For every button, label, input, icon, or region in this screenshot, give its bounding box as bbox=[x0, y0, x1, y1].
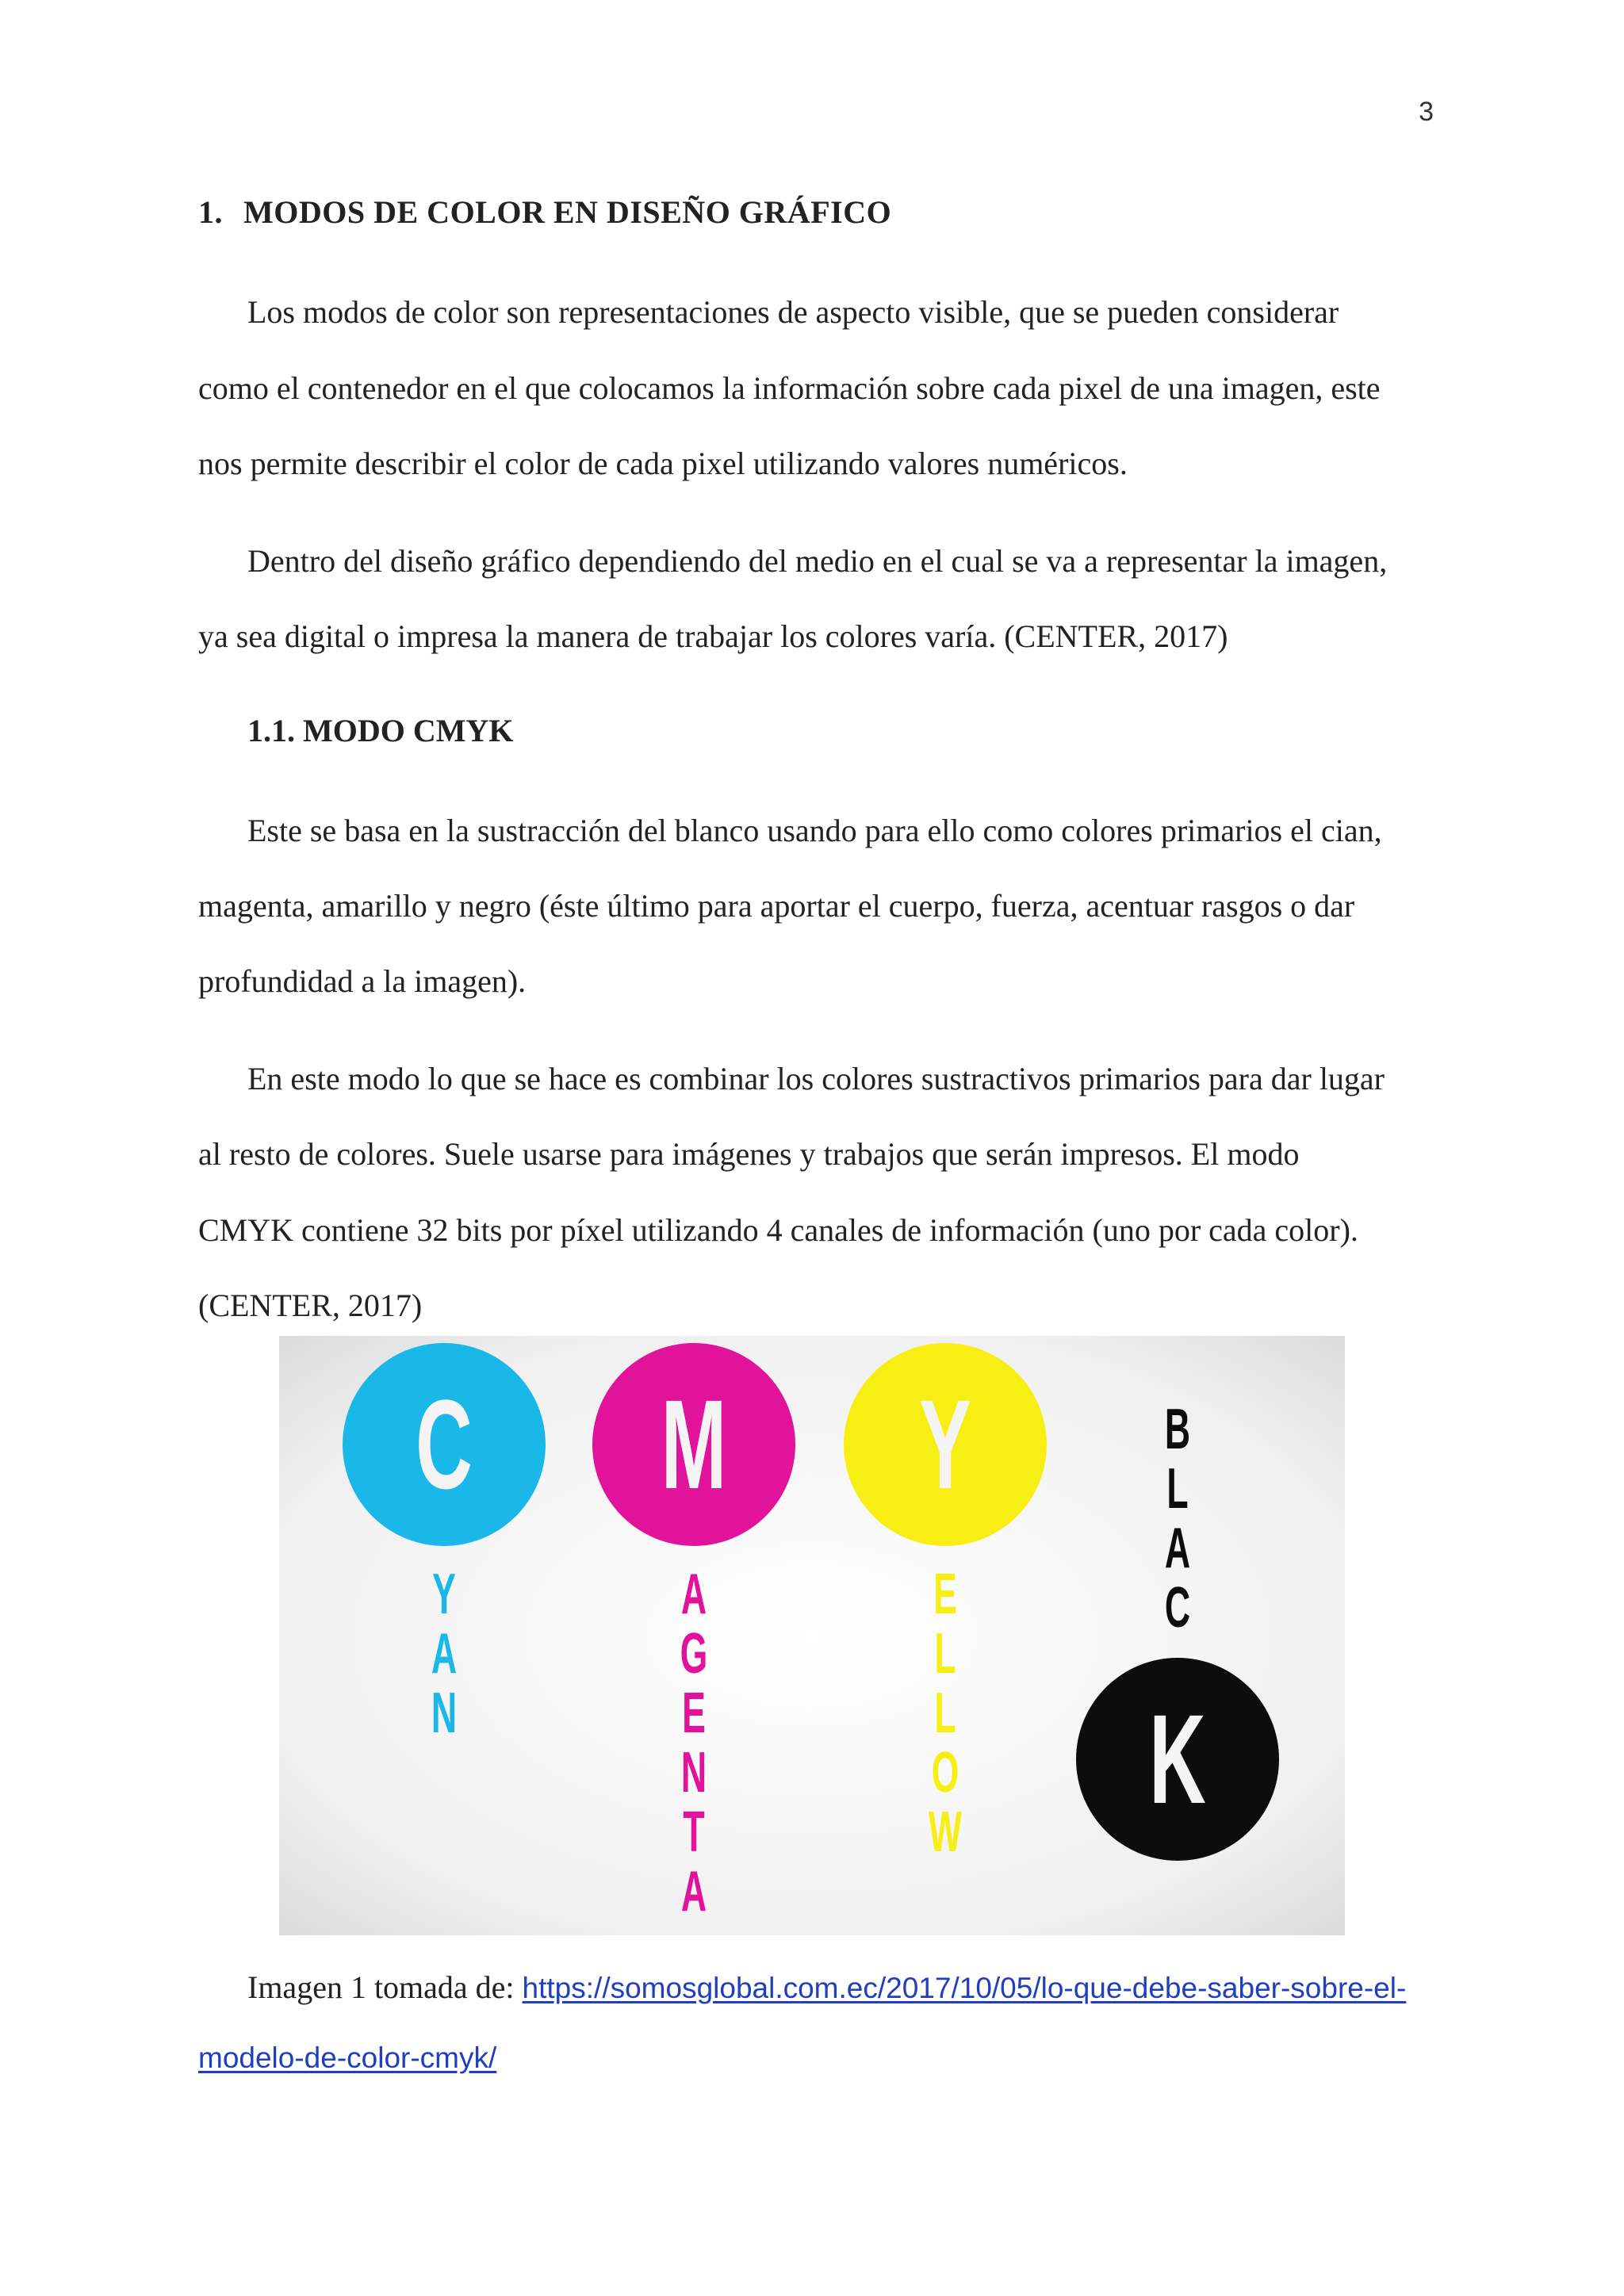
figure-caption bbox=[247, 1969, 1407, 2005]
magenta-word: A G E N T A bbox=[680, 1562, 708, 1923]
section-title: MODOS DE COLOR EN DISEÑO GRÁFICO bbox=[243, 194, 892, 230]
yellow-word: E L L O W bbox=[928, 1562, 963, 1864]
cmyk-figure-image bbox=[279, 1336, 1345, 1935]
cyan-letter: C bbox=[416, 1373, 473, 1516]
caption-link-continued[interactable]: modelo-de-color-cmyk/ bbox=[198, 2042, 497, 2074]
paragraph-line: Dentro del diseño gráfico dependiendo del medio en el cual se va a representar la imagen, bbox=[247, 543, 1388, 579]
paragraph-line: CMYK contiene 32 bits por píxel utilizando 4 canales de información (uno por cada color). bbox=[198, 1212, 1358, 1248]
paragraph-line: (CENTER, 2017) bbox=[198, 1288, 423, 1323]
magenta-letter: M bbox=[661, 1373, 727, 1516]
paragraph-line: Este se basa en la sustracción del blanco usando para ello como colores primarios el cian, bbox=[247, 813, 1382, 848]
section-number: 1. bbox=[198, 194, 223, 230]
paragraph-line: En este modo lo que se hace es combinar los colores sustractivos primarios para dar lugar bbox=[247, 1061, 1385, 1096]
figure-caption-continued bbox=[198, 2042, 496, 2073]
page-number: 3 bbox=[1419, 97, 1434, 127]
paragraph-line: magenta, amarillo y negro (éste último para aportar el cuerpo, fuerza, acentuar rasgos o dar bbox=[198, 888, 1355, 924]
caption-link[interactable]: https://somosglobal.com.ec/2017/10/05/lo-que-debe-saber-sobre-el- bbox=[522, 1972, 1407, 2004]
section-heading bbox=[198, 193, 891, 231]
paragraph-line: ya sea digital o impresa la manera de trabajar los colores varía. (CENTER, 2017) bbox=[198, 618, 1228, 654]
paragraph-line: al resto de colores. Suele usarse para imágenes y trabajos que serán impresos. El modo bbox=[198, 1136, 1300, 1172]
paragraph-line: nos permite describir el color de cada pixel utilizando valores numéricos. bbox=[198, 446, 1128, 481]
yellow-letter: Y bbox=[918, 1373, 972, 1516]
cmyk-figure-svg bbox=[279, 1336, 1345, 1935]
paragraph-line: Los modos de color son representaciones de aspecto visible, que se pueden considerar bbox=[247, 294, 1339, 330]
cyan-word: Y A N bbox=[431, 1562, 458, 1745]
paragraph-line: como el contenedor en el que colocamos la información sobre cada pixel de una imagen, este bbox=[198, 370, 1381, 406]
subsection-heading: 1.1. MODO CMYK bbox=[247, 713, 514, 748]
caption-prefix: Imagen 1 tomada de: bbox=[247, 1969, 515, 2005]
paragraph-line: profundidad a la imagen). bbox=[198, 963, 527, 999]
black-word: B L A C bbox=[1164, 1397, 1191, 1640]
black-letter: K bbox=[1149, 1688, 1206, 1831]
